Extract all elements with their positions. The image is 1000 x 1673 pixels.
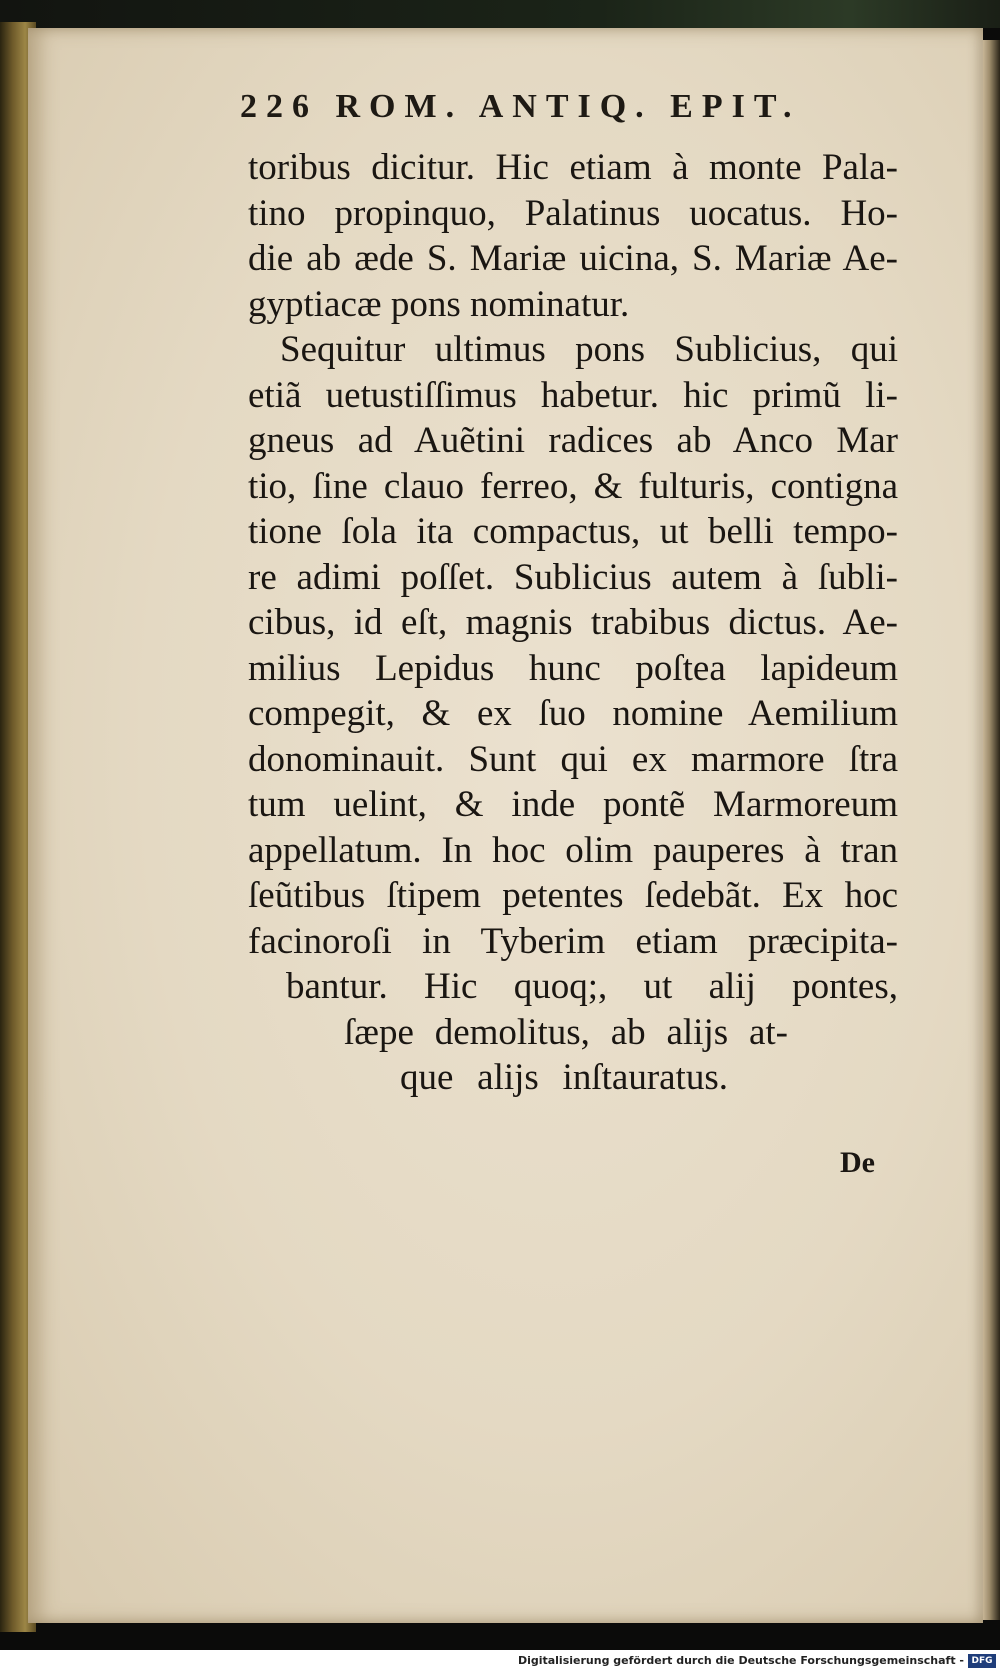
text-line: toribus dicitur. Hic etiam à monte Pala-	[248, 147, 898, 188]
dfg-logo: DFG	[968, 1654, 996, 1668]
text-line: tino propinquo, Palatinus uocatus. Ho-	[248, 192, 898, 234]
scan-top-edge	[0, 0, 1000, 28]
text-line: re adimi poſſet. Sublicius autem à ſubli-	[248, 556, 898, 598]
catchword: De	[840, 1146, 875, 1179]
text-line: etiã uetustiſſimus habetur. hic primũ li-	[248, 374, 898, 416]
text-line: donominauit. Sunt qui ex marmore ſtra	[248, 738, 898, 780]
text-line: tione ſola ita compactus, ut belli tempo-	[248, 511, 898, 552]
page-edge	[983, 40, 1000, 1620]
text-line: Sequitur ultimus pons Sublicius, qui	[280, 329, 898, 370]
text-line: milius Lepidus hunc poſtea lapideum	[248, 647, 898, 689]
text-line: ſæpe demolitus, ab alijs at-	[344, 1011, 788, 1053]
text-line: die ab æde S. Mariæ uicina, S. Mariæ Ae-	[248, 238, 898, 279]
text-line: compegit, & ex ſuo nomine Aemilium	[248, 693, 898, 734]
running-header: 226 ROM. ANTIQ. EPIT.	[240, 88, 801, 125]
text-line: tum uelint, & inde pontẽ Marmoreum	[248, 784, 898, 825]
text-line: cibus, id eſt, magnis trabibus dictus. Ae-	[248, 602, 898, 643]
funding-credit: Digitalisierung gefördert durch die Deutsche Forschungsgemeinschaft -	[517, 1654, 964, 1667]
text-line: appellatum. In hoc olim pauperes à tran	[248, 829, 898, 871]
text-line: tio, ſine clauo ferreo, & fulturis, contigna	[248, 465, 898, 507]
text-line: ſeũtibus ſtipem petentes ſedebãt. Ex hoc	[248, 875, 898, 916]
text-line: gyptiacæ pons nominatur.	[248, 283, 630, 325]
footer-bar	[0, 1650, 1000, 1673]
text-line: bantur. Hic quoq;, ut alij pontes,	[286, 966, 898, 1007]
text-line: facinoroſi in Tyberim etiam præcipita-	[248, 920, 898, 962]
text-line: gneus ad Auẽtini radices ab Anco Mar	[248, 420, 898, 461]
text-line: que alijs inſtauratus.	[400, 1057, 728, 1098]
body-text	[248, 145, 898, 1101]
